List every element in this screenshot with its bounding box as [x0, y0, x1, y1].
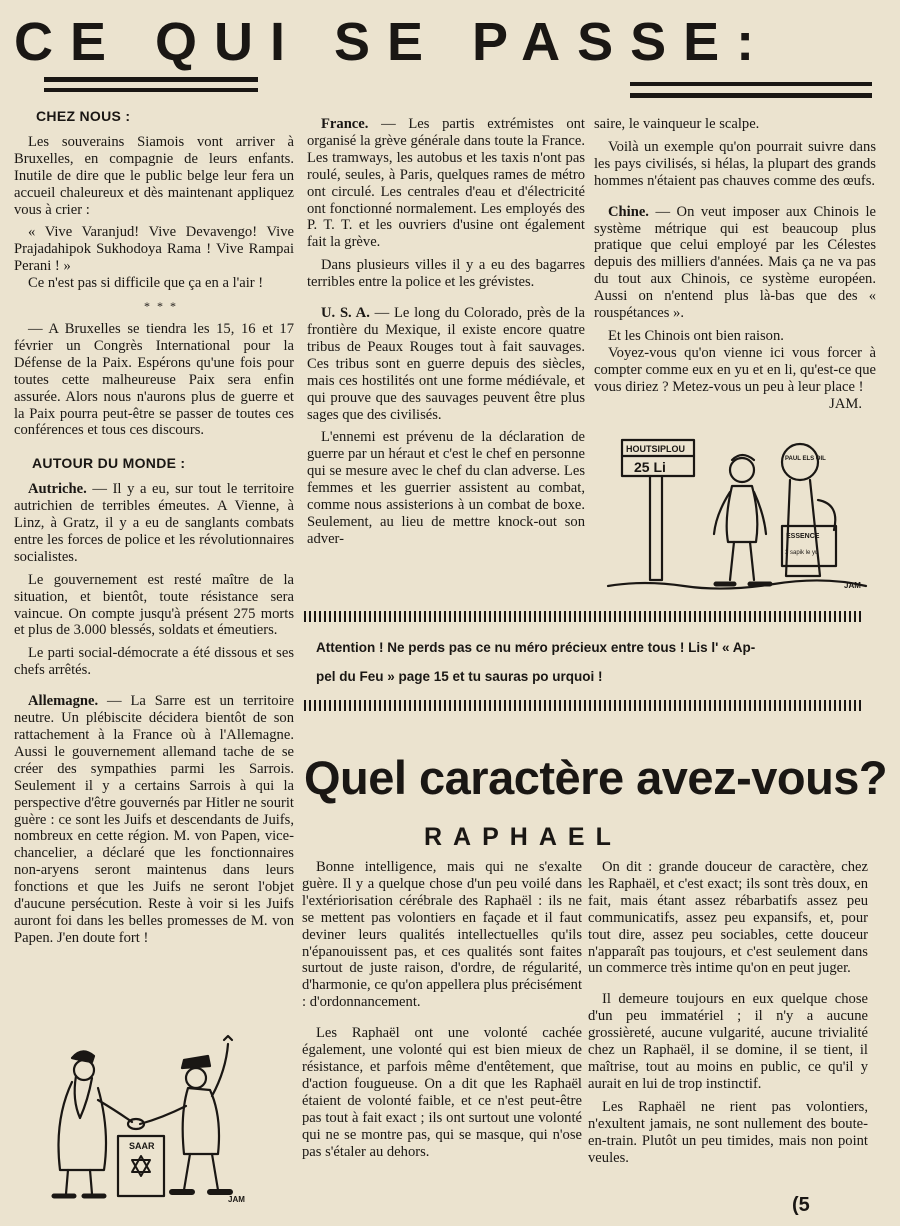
- pump-brand-text: PAUL ELS OIL: [785, 456, 826, 462]
- feature-subtitle: RAPHAEL: [424, 823, 622, 851]
- article-lead: Allemagne.: [28, 693, 99, 710]
- article-paragraph: saire, le vainqueur le scalpe.: [594, 116, 760, 132]
- column-right: [594, 116, 876, 419]
- cartoon-artist-signature: JAM: [228, 1195, 245, 1204]
- chez-nous-paragraph: « Vive Varanjud! Vive Devavengo! Vive Prajadahipok Sukhodoya Rama ! Vive Rampai Perani ! »: [14, 224, 294, 275]
- pump-label-text: ESSENCE: [786, 533, 820, 540]
- section-heading-chez-nous: CHEZ NOUS :: [36, 108, 131, 124]
- notice-border-bottom: [304, 700, 862, 711]
- feature-paragraph: Les Raphaël ont une volonté cachée également, une volonté qui est bien mieux de résistance, et parfois même d'entêtement, que d'action fougueuse. On a dit que les Raphaël étaient de volonté faible, et ce n'est peut-être pas tout à fait exact ; ils ont surtout une volonté qui ne se montre pas, qui se masque, qui n'ose pas s'étaler au dehors.: [302, 1025, 582, 1160]
- cartoon-chinese-signpost: [604, 430, 874, 600]
- masthead-rule-left-1: [44, 77, 258, 82]
- cartoon-signpost-illustration: [604, 430, 874, 600]
- article-text: — Il y a eu, sur tout le territoire autrichien de terribles émeutes. A Vienne, à Linz, à Gratz, il y a eu de sanglants combats entre les forces de police et les révolutionnaires socialistes.: [14, 481, 294, 565]
- article-paragraph: Voyez-vous qu'on vienne ici vous forcer à compter comme eux en yu et en li, qu'est-ce que vous diriez ? Metez-vous un peu à leur place !: [594, 344, 876, 395]
- congres-paragraph: — A Bruxelles se tiendra les 15, 16 et 17 février un Congrès International pour la Défense de la Paix. Espérons qu'une fois pour toutes cette malheureuse Paix sera enfin assurée. Alors nous n'aurons plus de guerre et la Paix pourra peut-être se passer de toutes ces conférences et tous ces discours.: [14, 320, 294, 439]
- article-usa: [307, 305, 585, 423]
- article-text: — On veut imposer aux Chinois le système métrique qui est beaucoup plus pratique que celui employé par les Célestes depuis des milliers d'années. Mais ça ne va pas du tout aux Chinois, ce système européen. Aussi on n'entend plus là-bas que des « rouspétances ».: [594, 203, 876, 322]
- feature-paragraph: On dit : grande douceur de caractère, chez les Raphaël, et c'est exact; ils sont très doux, en fait, mais étant assez rébarbatifs assez peu communicatifs, assez peu expansifs, et, pour tout dire, assez peu sociables, cette douceur n'apparaît pas toujours, et c'est seulement dans un commerce très intime qu'on en peut juger.: [588, 859, 868, 977]
- article-paragraph: Dans plusieurs villes il y a eu des bagarres terribles entre la police et les grévistes.: [307, 257, 585, 291]
- feature-column-left: [302, 859, 582, 1166]
- masthead-rule-left-2: [44, 88, 258, 92]
- masthead-rule-right-2: [630, 93, 872, 98]
- feature-title: Quel caractère avez-vous?: [304, 751, 888, 804]
- feature-column-right: [588, 859, 868, 1172]
- notice-border-top: [304, 611, 862, 622]
- masthead-title: CE QUI SE PASSE:: [14, 12, 772, 72]
- article-france: [307, 116, 585, 251]
- feature-paragraph: Il demeure toujours en eux quelque chose d'un peu immatériel ; il n'y a aucune grossièreté, aucune vulgarité, aucune trivialité chez un Raphaël, il se domine, il se tient, il maîtrise, tout au moins en public, ce qu'il y aurait en lui de trop instinctif.: [588, 991, 868, 1092]
- article-lead: U. S. A.: [321, 305, 370, 322]
- chez-nous-paragraph: Ce n'est pas si difficile que ça en a l'air !: [28, 275, 264, 292]
- column-left: [14, 108, 294, 953]
- article-text: — Les partis extrémistes ont organisé la grève générale dans toute la France. Les tramways, les autobus et les taxis n'ont pas roulé, seules, à Paris, quelques rames de métro ont circulé. Les centrales d'eau et d'électricité ont fonctionné normalement. Les employés des P. T. T. et les ouvriers d'usine ont également fait la grève.: [307, 116, 585, 251]
- notice-box: [316, 633, 862, 691]
- masthead-rule-right-1: [630, 82, 872, 86]
- pump-price-text: 3 sapik le yu: [785, 550, 819, 556]
- article-text: — La Sarre est un territoire neutre. Un plébiscite décidera bientôt de son rattachement à la France où à l'Allemagne. Aussi le gouvernement allemand tache de se créer des sympathies parmi les Sarrois. Seulement il y a certains Sarrois à qui la perspective d'être gouvernés par Hitler ne sourit guère : ce sont les Juifs et descendants de Juifs, nombreux en cette région. M. von Papen, vice-chancelier, a déclaré que les fonctionnaires non-aryens seront maintenus dans leurs fonctions et que les Juifs ne seront l'objet d'aucune persécution. Reste à voir si les Juifs auront foi dans les belles promesses de M. von Papen. J'en doute fort !: [14, 693, 294, 946]
- article-paragraph: Et les Chinois ont bien raison.: [608, 327, 784, 344]
- article-lead: Chine.: [608, 203, 649, 220]
- section-separator: * * *: [144, 299, 178, 314]
- notice-line-1: Attention ! Ne perds pas ce nu méro précieux entre tous ! Lis l' « Ap-: [316, 640, 756, 655]
- chez-nous-paragraph: Les souverains Siamois vont arriver à Bruxelles, en compagnie de leurs enfants. Inutile de dire que le public belge leur fera un accueil chaleureux et dès maintenant appliquez vous à crier :: [14, 133, 294, 218]
- article-allemagne: [14, 693, 294, 947]
- signpost-distance-text: 25 Li: [634, 459, 666, 475]
- page-number: (5: [792, 1194, 810, 1216]
- article-autriche: [14, 481, 294, 566]
- article-lead: Autriche.: [28, 481, 87, 498]
- signpost-top-text: HOUTSIPLOU: [626, 444, 686, 454]
- cartoon-banner-text: SAAR: [129, 1141, 155, 1151]
- article-paragraph: Le gouvernement est resté maître de la situation, et bientôt, toute résistance sera vaincue. On compte jusqu'à présent 275 morts et plus de 3.000 blessés, soldats et émeutiers.: [14, 571, 294, 639]
- article-paragraph: Le parti social-démocrate a été dissous et ses chefs arrêtés.: [14, 645, 294, 679]
- article-paragraph: Voilà un exemple qu'on pourrait suivre dans les pays civilisés, si hélas, la plupart des grands hommes n'étaient pas chauves comme des œufs.: [594, 138, 876, 189]
- column-middle: [307, 116, 585, 554]
- article-paragraph: L'ennemi est prévenu de la déclaration de guerre par un héraut et c'est le chef en personne qui se mesure avec le chef du clan adverse. Les femmes et les guerrier assistent au combat, comme nous assisterions à un combat de boxe. Seulement, au lieu de mettre knock-out son adver-: [307, 429, 585, 547]
- article-text: — Le long du Colorado, près de la frontière du Mexique, il existe encore quatre tribus de Peaux Rouges tout à fait sauvages. Ces tribus sont en guerre depuis des siècles, mais ces hostilités ont une forme médiévale, et qui prouve que des sauvages peuvent être plus sages que des civilisés.: [307, 305, 585, 423]
- author-signature: JAM.: [829, 395, 862, 412]
- cartoon-saar-handshake: [32, 1030, 254, 1210]
- article-chine: [594, 204, 876, 322]
- section-heading-autour: AUTOUR DU MONDE :: [32, 455, 186, 472]
- cartoon-artist-signature: JAM: [844, 581, 861, 590]
- notice-line-2: pel du Feu » page 15 et tu sauras po urquoi !: [316, 669, 603, 684]
- article-lead: France.: [321, 116, 369, 132]
- feature-paragraph: Bonne intelligence, mais qui ne s'exalte guère. Il y a quelque chose d'un peu voilé dans l'extériorisation cérébrale des Raphaël : ils ne se mettent pas volontiers en façade et il faut deviner leurs qualités intellectuelles qu'ils n'épanouissent pas, et ces qualités sont faites surtout de juste raison, d'ordre, de régularité, d'harmonie, ce qu'on appellera plus précisément : d'ordonnancement.: [302, 859, 583, 1011]
- feature-paragraph: Les Raphaël ne rient pas volontiers, n'exultent jamais, ne sont nullement des boute-en-train. Plutôt un peu timides, mais non point veules.: [588, 1098, 868, 1166]
- cartoon-saar-illustration: [32, 1030, 254, 1210]
